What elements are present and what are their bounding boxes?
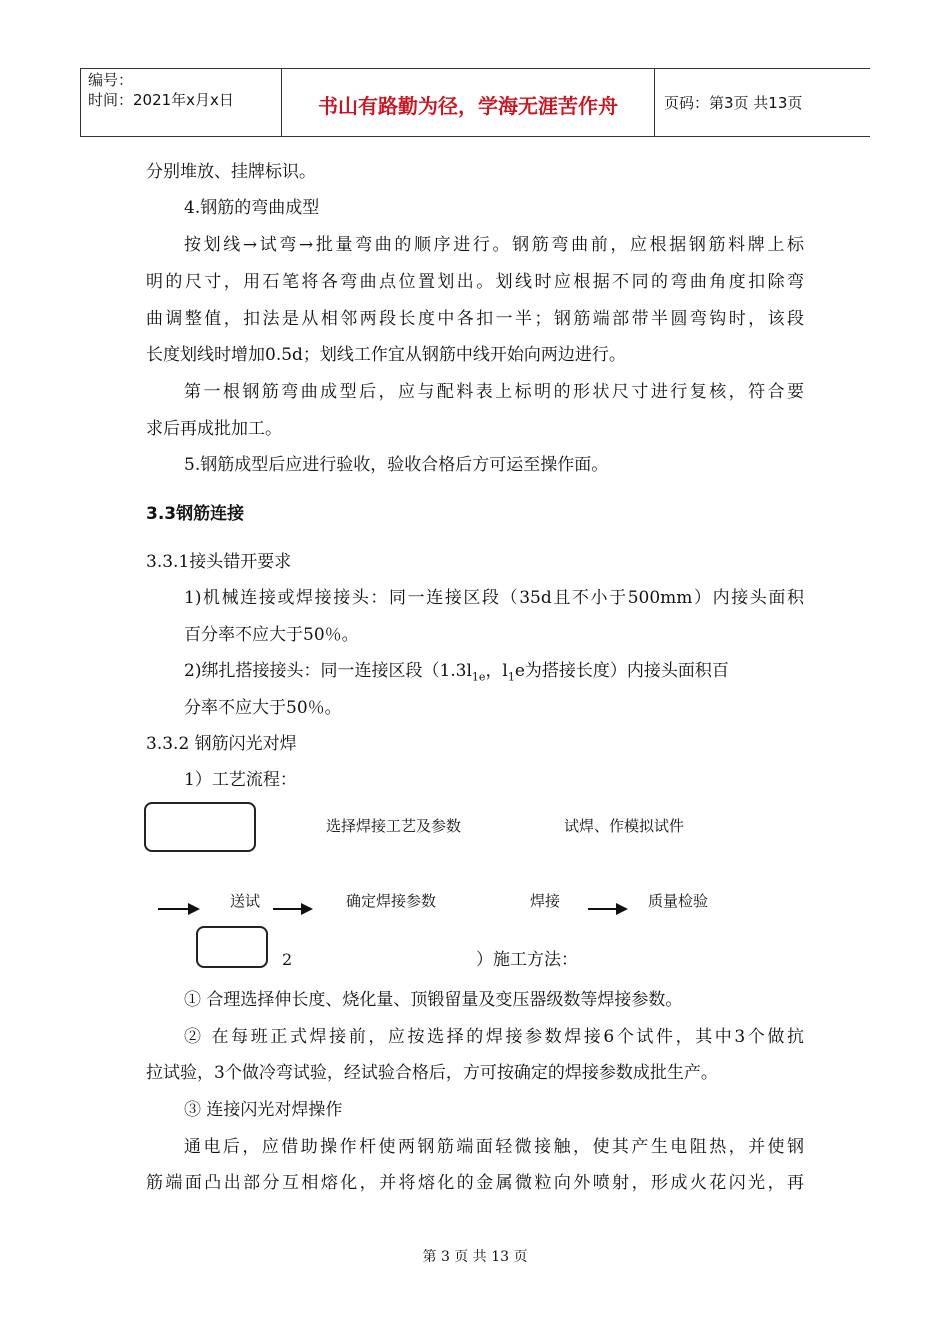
page-footer: 第 3 页 共 13 页 xyxy=(422,1249,528,1265)
item-number: 2 xyxy=(282,950,293,969)
paragraph-line: 曲调整值，扣法是从相邻两段长度中各扣一半；钢筋端部带半圆弯钩时，该段 xyxy=(146,309,804,329)
flow-arrow-icon xyxy=(588,908,618,910)
paragraph-line: 5.钢筋成型后应进行验收，验收合格后方可运至操作面。 xyxy=(184,455,609,475)
header-page-info: 页码：第3页 共13页 xyxy=(664,94,803,112)
paragraph-line: 长度划线时增加0.5d；划线工作宜从钢筋中线开始向两边进行。 xyxy=(146,345,626,365)
subscript: 1e xyxy=(471,670,486,684)
paragraph-line: 通电后，应借助操作杆使两钢筋端面轻微接触，使其产生电阻热，并使钢 xyxy=(184,1137,804,1157)
text-segment: 2)绑扎搭接接头：同一连接区段（1.3l xyxy=(184,661,472,681)
flow-arrow-icon xyxy=(158,908,190,910)
header-bottom-rule xyxy=(80,136,870,137)
paragraph-line: 筋端面凸出部分互相熔化，并将熔化的金属微粒向外喷射，形成火花闪光，再 xyxy=(146,1173,804,1193)
paragraph-line: 求后再成批加工。 xyxy=(146,419,282,439)
header-motto: 书山有路勤为径，学海无涯苦作舟 xyxy=(318,94,618,118)
flow-step-quality-check: 质量检验 xyxy=(648,892,709,910)
flow-box-empty-1 xyxy=(144,802,256,852)
subscript: 1 xyxy=(507,670,515,684)
header-divider-left xyxy=(80,68,81,136)
paragraph-line: 1)机械连接或焊接接头：同一连接区段（35d且不小于500mm）内接头面积 xyxy=(184,588,804,608)
flow-box-empty-2 xyxy=(196,926,268,968)
paragraph-line: ① 合理选择伸长度、烧化量、顶锻留量及变压器级数等焊接参数。 xyxy=(184,990,683,1010)
subsection-heading-3-3-1: 3.3.1接头错开要求 xyxy=(146,552,292,572)
flow-step-send-test: 送试 xyxy=(230,892,261,910)
paragraph-line: 拉试验，3个做冷弯试验，经试验合格后，方可按确定的焊接参数成批生产。 xyxy=(146,1063,718,1083)
section-heading-4: 4.钢筋的弯曲成型 xyxy=(184,198,320,218)
paragraph-line-lap-splice xyxy=(184,659,804,689)
flow-step-select-params: 选择焊接工艺及参数 xyxy=(326,817,462,835)
doc-number-label: 编号： xyxy=(88,71,134,89)
text-segment: ，l xyxy=(485,661,508,681)
flow-step-confirm-params: 确定焊接参数 xyxy=(346,892,437,910)
paragraph-line: ② 在每班正式焊接前，应按选择的焊接参数焊接6个试件，其中3个做抗 xyxy=(184,1027,804,1047)
paragraph-line: 1）工艺流程： xyxy=(184,770,297,790)
text-segment: e为搭接长度）内接头面积百 xyxy=(514,661,729,681)
header-top-rule xyxy=(80,68,870,69)
paragraph-line: 分率不应大于50％。 xyxy=(184,698,342,718)
paragraph-line: ③ 连接闪光对焊操作 xyxy=(184,1100,343,1120)
method-heading: ）施工方法： xyxy=(476,950,578,970)
doc-time-label: 时间：2021年x月x日 xyxy=(88,91,234,109)
paragraph-line: 明的尺寸，用石笔将各弯曲点位置划出。划线时应根据不同的弯曲角度扣除弯 xyxy=(146,272,804,292)
section-heading-3-3: 3.3钢筋连接 xyxy=(146,504,245,524)
subsection-heading-3-3-2: 3.3.2 钢筋闪光对焊 xyxy=(146,734,297,754)
paragraph-line: 百分率不应大于50％。 xyxy=(184,625,359,645)
header-divider-2 xyxy=(654,68,655,136)
paragraph-line: 第一根钢筋弯曲成型后，应与配料表上标明的形状尺寸进行复核，符合要 xyxy=(184,382,804,402)
paragraph-line: 分别堆放、挂牌标识。 xyxy=(146,162,316,182)
header-meta xyxy=(88,70,234,110)
paragraph-line: 按划线→试弯→批量弯曲的顺序进行。钢筋弯曲前，应根据钢筋料牌上标 xyxy=(184,235,804,255)
flow-step-trial-weld: 试焊、作模拟试件 xyxy=(564,817,685,835)
flow-step-weld: 焊接 xyxy=(530,892,561,910)
flow-arrow-icon xyxy=(273,908,303,910)
